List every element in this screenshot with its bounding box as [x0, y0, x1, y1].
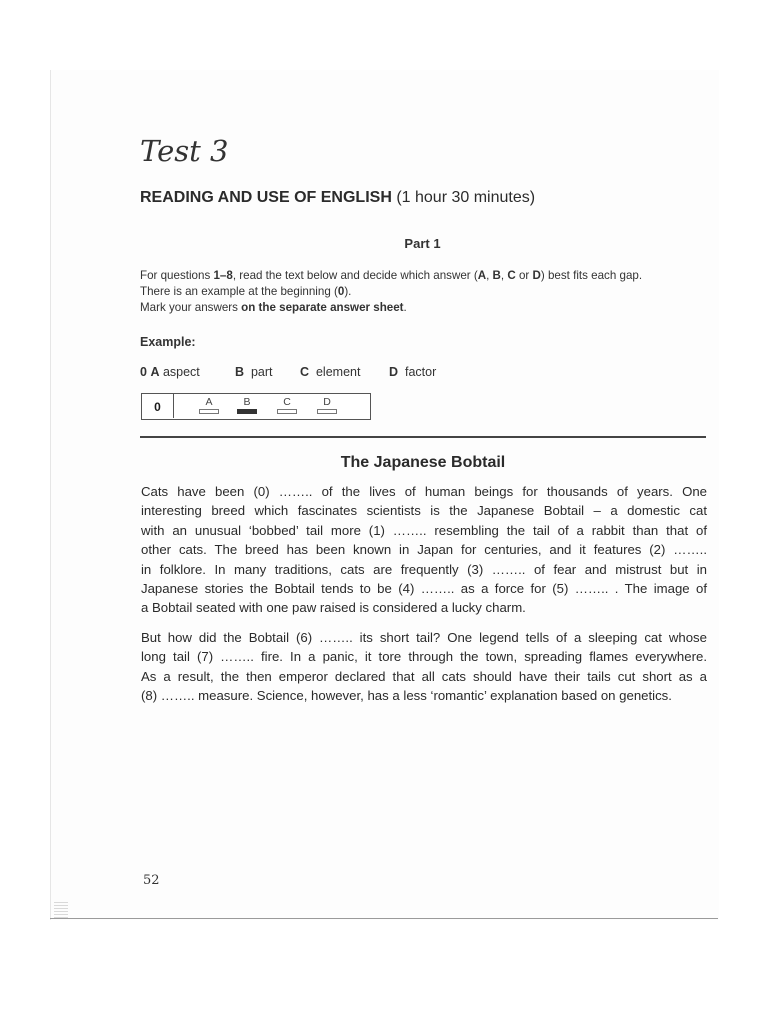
- option-word: element: [315, 365, 361, 379]
- bubble-letter: A: [205, 396, 213, 408]
- section-duration: (1 hour 30 minutes): [396, 189, 536, 206]
- bubble-mark-filled: [237, 409, 257, 414]
- instruction-text: , read the text below and decide which answer (: [232, 269, 478, 282]
- answer-bubble-b: [235, 397, 259, 414]
- option-letter: C: [507, 269, 516, 282]
- passage-line: with an unusual ‘bobbed’ tail more (1) …….. resembling the tail of a rabbit than that of: [141, 522, 707, 538]
- passage-line: in folklore. In many traditions, cats are frequently (3) …….. of fear and mistrust but in: [141, 561, 707, 577]
- instruction-text: ).: [344, 285, 352, 298]
- part-label: Part 1: [404, 236, 441, 251]
- instruction-line-3: [140, 300, 710, 316]
- separator: ,: [486, 269, 493, 282]
- instruction-text: Mark your answers: [140, 301, 242, 314]
- passage-line: interesting breed which fascinates scientists is the Japanese Bobtail – a domestic cat: [141, 503, 707, 519]
- option-word: factor: [404, 365, 437, 379]
- example-label: Example:: [140, 335, 196, 349]
- bubble-letter: C: [283, 396, 291, 408]
- example-option-c: [300, 365, 360, 379]
- instruction-text: For questions: [140, 269, 214, 282]
- instruction-line-2: [140, 284, 710, 300]
- passage-line: (8) …….. measure. Science, however, has a less ‘romantic’ explanation based on genetics.: [141, 687, 672, 703]
- separator: or: [515, 269, 533, 282]
- bubble-mark: [317, 409, 337, 414]
- example-number: 0: [337, 285, 345, 298]
- text-title: The Japanese Bobtail: [340, 454, 506, 471]
- bubble-letter: B: [243, 396, 251, 408]
- page-number: 52: [143, 873, 160, 888]
- separator: ,: [500, 269, 508, 282]
- answer-sheet-note: on the separate answer sheet: [241, 301, 404, 314]
- example-option-b: [235, 365, 273, 379]
- answer-row-number: 0: [142, 394, 174, 418]
- answer-bubble-d: [315, 397, 339, 414]
- option-word: part: [250, 365, 273, 379]
- instruction-text: ) best fits each gap.: [540, 269, 643, 282]
- option-letter: A: [150, 365, 160, 379]
- option-letter: A: [477, 269, 487, 282]
- option-letter: B: [235, 365, 245, 379]
- passage-line: long tail (7) …….. fire. In a panic, it tore through the town, spreading flames everywhere.: [141, 649, 707, 665]
- passage-line: a Bobtail seated with one paw raised is considered a lucky charm.: [141, 600, 526, 616]
- instructions: [140, 268, 710, 316]
- section-divider: [140, 436, 706, 438]
- test-title: Test 3: [140, 134, 229, 168]
- example-option-a: [140, 365, 200, 379]
- option-letter: B: [492, 269, 501, 282]
- passage-line: As a result, the then emperor declared that all cats should have their tails cut short as a: [141, 668, 707, 684]
- instruction-text: There is an example at the beginning (: [140, 285, 338, 298]
- option-letter: D: [389, 365, 399, 379]
- section-heading: [140, 189, 535, 207]
- option-letter: D: [532, 269, 541, 282]
- section-name: READING AND USE OF ENGLISH: [140, 189, 392, 206]
- passage: [141, 482, 707, 705]
- passage-line: But how did the Bobtail (6) …….. its short tail? One legend tells of a sleeping cat whose: [141, 629, 707, 645]
- bubble-mark: [199, 409, 219, 414]
- question-range: 1–8: [213, 269, 233, 282]
- option-letter: C: [300, 365, 310, 379]
- instruction-line-1: [140, 268, 710, 284]
- paragraph-gap: [141, 618, 707, 628]
- bubble-letter: D: [323, 396, 331, 408]
- example-option-d: [389, 365, 436, 379]
- example-answer-box: [141, 393, 371, 420]
- example-number: 0: [140, 365, 147, 379]
- option-word: aspect: [162, 365, 200, 379]
- bubble-mark: [277, 409, 297, 414]
- page-bottom-rule: [50, 918, 718, 919]
- passage-line: Cats have been (0) …….. of the lives of human beings for thousands of years. One: [141, 484, 707, 499]
- answer-bubble-c: [275, 397, 299, 414]
- passage-line: other cats. The breed has been known in Japan for centuries, and it features (2) ……..: [141, 542, 707, 558]
- answer-bubble-a: [197, 397, 221, 414]
- passage-line: Japanese stories the Bobtail tends to be (4) …….. as a force for (5) …….. . The image of: [141, 580, 707, 596]
- instruction-text: .: [403, 301, 407, 314]
